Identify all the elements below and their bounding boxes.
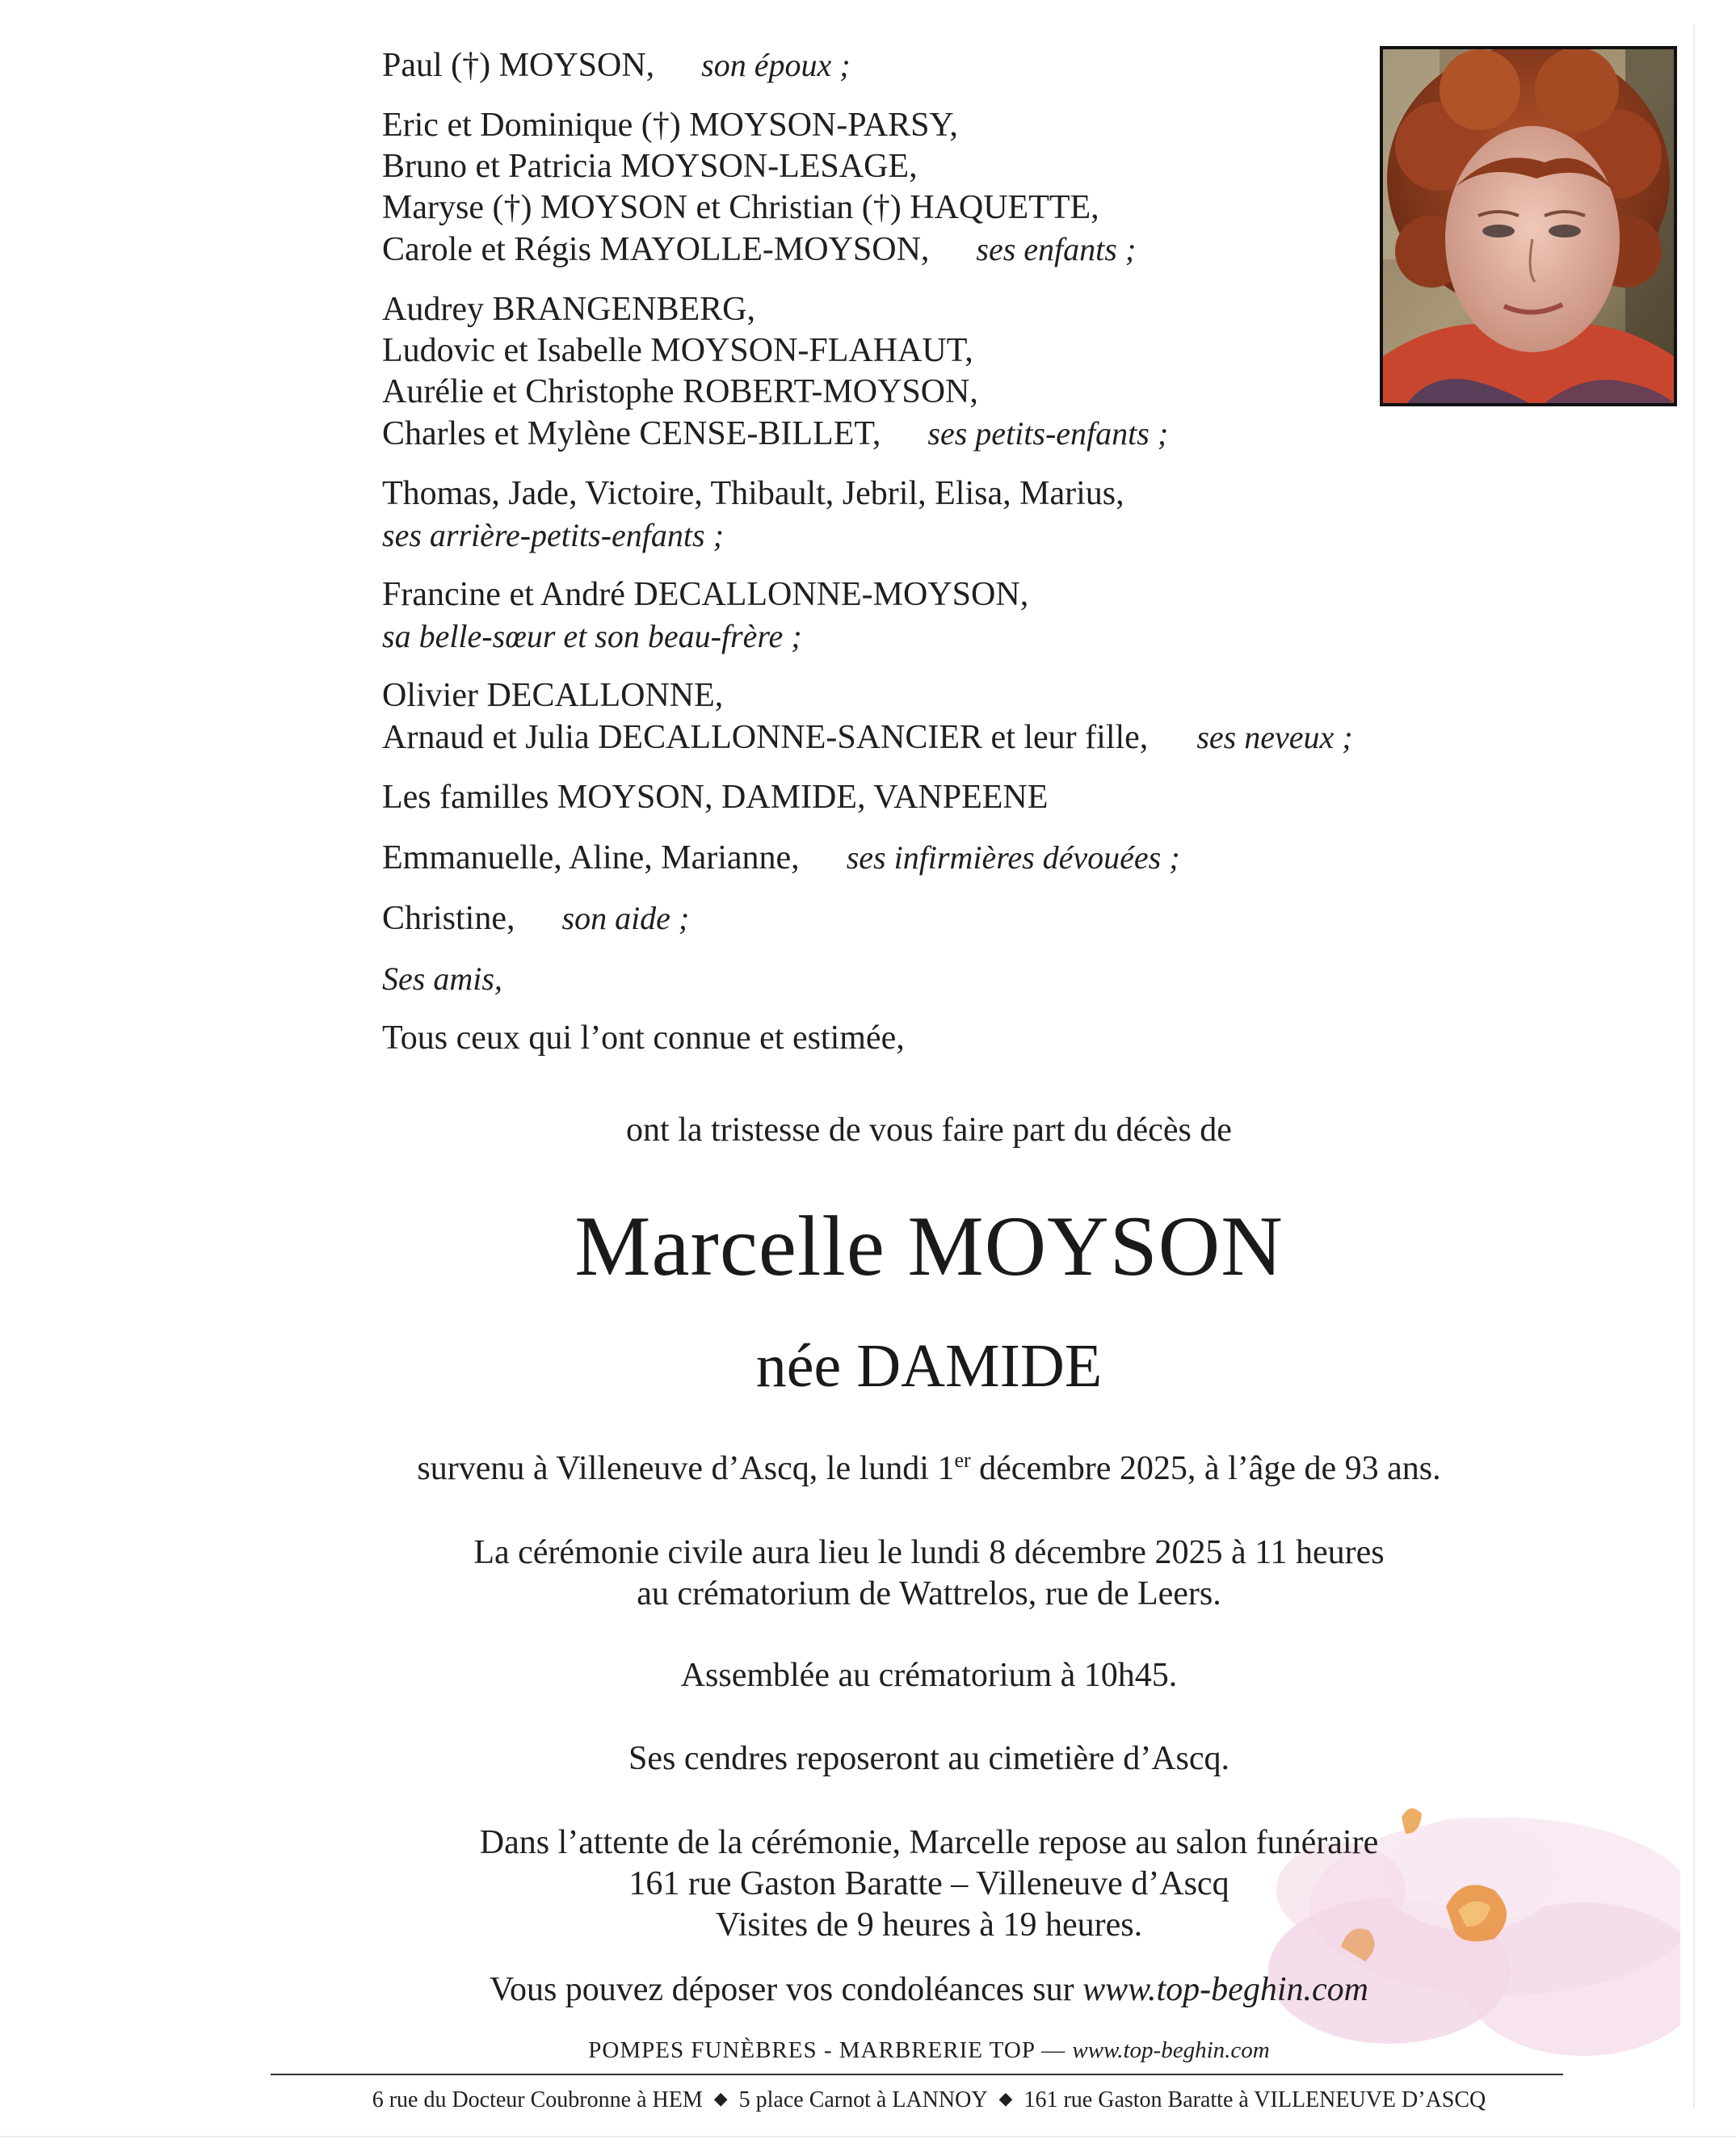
family-member-names: Thomas, Jade, Victoire, Thibault, Jebril, Elisa, Marius, bbox=[382, 475, 1124, 512]
family-list bbox=[382, 44, 1481, 1078]
footer-divider bbox=[271, 2074, 1563, 2075]
family-member-names: Olivier DECALLONNE, bbox=[382, 677, 724, 714]
rest-line-1: Dans l’attente de la cérémonie, Marcelle repose au salon funéraire bbox=[479, 1824, 1379, 1861]
footer-addresses bbox=[242, 2087, 1616, 2113]
ceremony-details bbox=[242, 1532, 1616, 1615]
family-member-names: Emmanuelle, Aline, Marianne, bbox=[382, 839, 800, 876]
deceased-name: Marcelle MOYSON bbox=[574, 1199, 1284, 1293]
family-member-line bbox=[382, 229, 1481, 271]
family-member-line bbox=[382, 44, 1481, 86]
footer-address-hem: 6 rue du Docteur Coubronne à HEM bbox=[372, 2087, 703, 2112]
family-group bbox=[382, 777, 1481, 818]
family-relation: ses neveux ; bbox=[1196, 719, 1353, 755]
family-group bbox=[382, 105, 1481, 271]
rest-line-3: Visites de 9 heures à 19 heures. bbox=[715, 1906, 1143, 1944]
family-member-names: Arnaud et Julia DECALLONNE-SANCIER et leur fille, bbox=[382, 719, 1149, 756]
announcement-text: ont la tristesse de vous faire part du décès de bbox=[626, 1112, 1232, 1149]
family-member-line bbox=[382, 837, 1481, 879]
death-suffix: décembre 2025, à l’âge de 93 ans. bbox=[970, 1450, 1441, 1487]
family-member-names: Carole et Régis MAYOLLE-MOYSON, bbox=[382, 231, 930, 268]
family-relation: ses enfants ; bbox=[976, 231, 1137, 267]
family-member-line bbox=[382, 187, 1481, 229]
family-member-names: Les familles MOYSON, DAMIDE, VANPEENE bbox=[382, 779, 1049, 816]
ceremony-line-1: La cérémonie civile aura lieu le lundi 8 décembre 2025 à 11 heures bbox=[473, 1534, 1385, 1571]
family-member-line bbox=[382, 1018, 1481, 1059]
footer-separator-diamond-icon: ◆ bbox=[713, 2088, 728, 2108]
family-member-line bbox=[382, 372, 1481, 413]
family-member-line bbox=[382, 717, 1481, 759]
family-member-line bbox=[382, 289, 1481, 330]
family-member-line bbox=[382, 330, 1481, 372]
portrait-image bbox=[1383, 49, 1674, 403]
family-member-names: Aurélie et Christophe ROBERT-MOYSON, bbox=[382, 373, 978, 410]
family-member-names: Charles et Mylène CENSE-BILLET, bbox=[382, 415, 881, 452]
scan-edge-right bbox=[1693, 24, 1695, 2108]
family-member-line bbox=[382, 473, 1481, 515]
family-group bbox=[382, 837, 1481, 879]
family-relation-line: ses arrière-petits-enfants ; bbox=[382, 517, 724, 553]
family-group bbox=[382, 897, 1481, 939]
family-group bbox=[382, 675, 1481, 759]
family-group bbox=[382, 574, 1481, 657]
family-member-line bbox=[382, 777, 1481, 818]
footer-company: POMPES FUNÈBRES - MARBRERIE TOP bbox=[588, 2037, 1035, 2063]
footer-address-villeneuve: 161 rue Gaston Baratte à VILLENEUVE D’ASCQ bbox=[1024, 2087, 1486, 2112]
rest-details bbox=[242, 1822, 1616, 1946]
family-group bbox=[382, 1018, 1481, 1059]
footer-separator-diamond-icon: ◆ bbox=[998, 2088, 1013, 2108]
family-group bbox=[382, 958, 1481, 999]
family-relation: son aide ; bbox=[561, 900, 690, 936]
scan-edge-bottom bbox=[0, 2136, 1736, 2137]
condolences-website-link[interactable]: www.top-beghin.com bbox=[1082, 1971, 1368, 2008]
maiden-name: née DAMIDE bbox=[755, 1332, 1103, 1400]
footer-address-lannoy: 5 place Carnot à LANNOY bbox=[738, 2087, 988, 2112]
rest-line-2: 161 rue Gaston Baratte – Villeneuve d’Ascq bbox=[628, 1865, 1229, 1902]
family-member-line bbox=[382, 897, 1481, 939]
footer-dash: — bbox=[1034, 2037, 1073, 2063]
family-member-line bbox=[382, 675, 1481, 717]
family-member-line bbox=[382, 146, 1481, 187]
family-member-names: Maryse (†) MOYSON et Christian (†) HAQUETTE, bbox=[382, 189, 1099, 226]
family-relation-line: sa belle-sœur et son beau-frère ; bbox=[382, 618, 802, 654]
ordinal-suffix: er bbox=[954, 1448, 971, 1472]
ceremony-line-2: au crématorium de Wattrelos, rue de Leers. bbox=[637, 1575, 1221, 1612]
footer-website-link[interactable]: www.top-beghin.com bbox=[1072, 2037, 1270, 2063]
family-relation-line: Ses amis, bbox=[382, 960, 502, 997]
family-member-names: Ludovic et Isabelle MOYSON-FLAHAUT, bbox=[382, 332, 973, 369]
portrait-photo bbox=[1380, 46, 1677, 406]
ashes-details: Ses cendres reposeront au cimetière d’Ascq. bbox=[628, 1740, 1230, 1777]
family-member-names: Eric et Dominique (†) MOYSON-PARSY, bbox=[382, 107, 958, 144]
family-member-names: Tous ceux qui l’ont connue et estimée, bbox=[382, 1019, 905, 1057]
family-relation: ses petits-enfants ; bbox=[927, 415, 1169, 452]
family-member-names: Paul (†) MOYSON, bbox=[382, 47, 655, 84]
family-group bbox=[382, 473, 1481, 556]
family-member-names: Bruno et Patricia MOYSON-LESAGE, bbox=[382, 148, 918, 185]
family-relation: ses infirmières dévouées ; bbox=[846, 839, 1180, 876]
footer-company-line bbox=[242, 2037, 1616, 2064]
family-relation: son époux ; bbox=[701, 47, 851, 83]
family-member-names: Audrey BRANGENBERG, bbox=[382, 291, 755, 328]
family-group bbox=[382, 289, 1481, 455]
family-member-names: Francine et André DECALLONNE-MOYSON, bbox=[382, 576, 1029, 613]
family-member-line bbox=[382, 574, 1481, 616]
condolences-text bbox=[242, 1970, 1616, 2009]
family-member-line bbox=[382, 413, 1481, 455]
family-member-names: Christine, bbox=[382, 900, 515, 937]
death-details bbox=[242, 1448, 1616, 1488]
assembly-details: Assemblée au crématorium à 10h45. bbox=[680, 1657, 1178, 1694]
family-member-line bbox=[382, 105, 1481, 146]
condolences-label: Vous pouvez déposer vos condoléances sur bbox=[490, 1971, 1083, 2008]
family-group bbox=[382, 44, 1481, 86]
death-prefix: survenu à Villeneuve d’Ascq, le lundi 1 bbox=[417, 1450, 955, 1487]
